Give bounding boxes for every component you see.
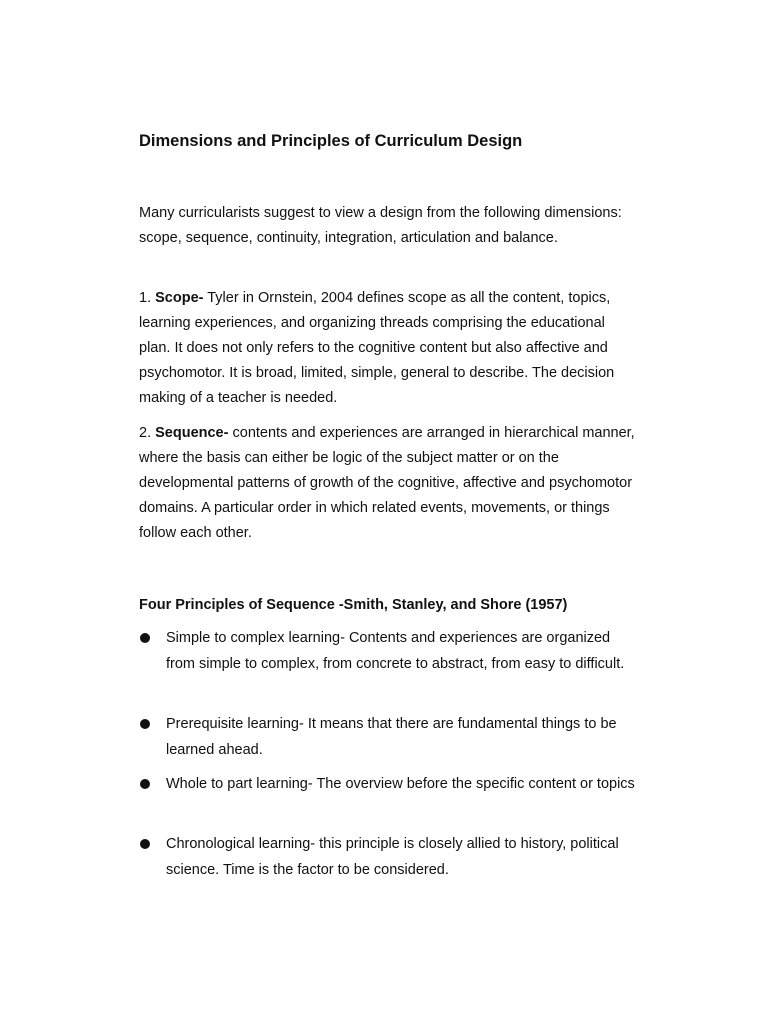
sequence-term: Sequence- xyxy=(155,425,229,441)
bullet-icon xyxy=(140,633,150,643)
list-item-text: Whole to part learning- The overview before the specific content or topics xyxy=(166,776,635,792)
bullet-icon xyxy=(140,779,150,789)
principles-heading: Four Principles of Sequence -Smith, Stanley, and Shore (1957) xyxy=(139,597,568,613)
sequence-text: contents and experiences are arranged in hierarchical manner, where the basis can either be logic of the subject matter or on the developmental patterns of growth of the cognitive, affective and psychomotor domains. A particular order in which related events, movements, or things follow each other. xyxy=(139,425,635,541)
scope-term: Scope- xyxy=(155,290,204,306)
sequence-number: 2. xyxy=(139,425,152,441)
scope-number: 1. xyxy=(139,290,152,306)
document-title: Dimensions and Principles of Curriculum Design xyxy=(139,132,523,150)
bullet-icon xyxy=(140,839,150,849)
bullet-icon xyxy=(140,719,150,729)
intro-paragraph: Many curricularists suggest to view a design from the following dimensions: scope, sequence, continuity, integration, articulation and balance. xyxy=(139,205,622,246)
sequence-paragraph xyxy=(139,421,639,546)
list-item-text: Prerequisite learning- It means that there are fundamental things to be learned ahead. xyxy=(166,716,617,758)
scope-text: Tyler in Ornstein, 2004 defines scope as all the content, topics, learning experiences, and organizing threads comprising the educational plan. It does not only refers to the cognitive content but also affective and psychomotor. It is broad, limited, simple, general to describe. The decision making of a teacher is needed. xyxy=(139,290,615,406)
list-item-text: Chronological learning- this principle is closely allied to history, political science. Time is the factor to be considered. xyxy=(166,836,619,878)
scope-paragraph xyxy=(139,286,639,411)
list-item-text: Simple to complex learning- Contents and experiences are organized from simple to complex, from concrete to abstract, from easy to difficult. xyxy=(166,630,625,672)
